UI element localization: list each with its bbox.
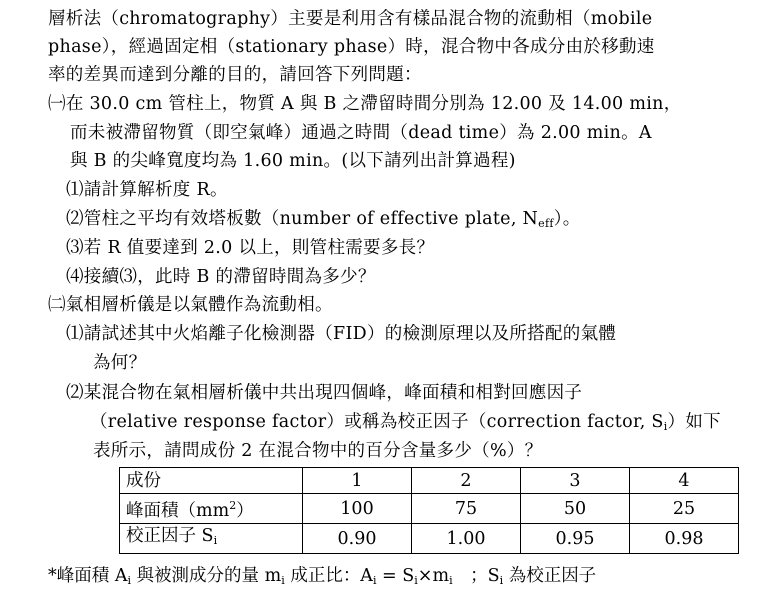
footnote-part: ；S [452,566,500,586]
table-cell: 0.98 [630,524,739,554]
footnote-part: *峰面積 A [48,566,128,586]
table-cell: 100 [303,494,412,524]
table-cell: 1 [303,468,412,494]
footnote-part: ×m [417,566,450,586]
q2-l2-text: （relative response factor）或稱為校正因子（correction factor, S [90,412,664,432]
part2-marker: ㈡ [48,295,66,315]
factor-label-text: 校正因子 S [126,526,214,546]
part1-question-1: ⑴請計算解析度 R。 [66,180,228,200]
table-cell: 75 [412,494,521,524]
part2-text-1: 氣相層析儀是以氣體作為流動相。 [65,295,333,315]
area-label-sup: 2 [229,499,237,512]
part2-question-2-line-1: ⑵某混合物在氣相層析儀中共出現四個峰，峰面積和相對回應因子 [66,383,583,403]
q2-l2-tail: ）如下 [667,412,721,432]
table-cell: 0.90 [303,524,412,554]
part2-question-1-line-2: 為何？ [93,353,147,373]
table-cell: 4 [630,468,739,494]
factor-label [120,524,303,554]
q2-text: ⑵管柱之平均有效塔板數（number of effective plate, N [66,209,539,229]
q2-l2-subscript: i [663,420,668,433]
footnote-sub: i [499,574,504,587]
table-cell: 2 [412,468,521,494]
part2-question-1-line-1: ⑴請試述其中火焰離子化檢測器（FID）的檢測原理以及所搭配的氣體 [66,324,617,344]
intro-line-1: 層析法（chromatography）主要是利用含有樣品混合物的流動相（mobile [48,9,653,29]
footnote-sub: i [127,574,131,587]
table-cell: 0.95 [521,524,630,554]
area-label-tail: ） [236,501,254,521]
footnote-sub: i [281,574,285,587]
factor-label-sub: i [213,534,218,547]
footnote-sub: i [414,574,418,587]
table-cell: 25 [630,494,739,524]
part1-question-4: ⑷接續⑶，此時 B 的滯留時間為多少？ [66,267,376,287]
footnote-part: 與被測成分的量 m [130,566,282,586]
intro-line-2: phase），經過固定相（stationary phase）時，混合物中各成分由於移動速 [48,37,655,57]
part1-line-1 [48,91,682,117]
part2-question-2-line-2 [90,409,721,440]
intro-line-3: 率的差異而達到分離的目的，請回答下列問題： [48,65,422,85]
part1-line-3: 與 B 的尖峰寬度均為 1.60 min。(以下請列出計算過程) [70,151,516,171]
footnote [48,564,596,593]
footnote-part: 成正比：A [284,566,373,586]
part1-line-2: 而未被滯留物質（即空氣峰）通過之時間（dead time）為 2.00 min。A [70,123,652,143]
footnote-sub: i [372,574,377,587]
part1-marker: ㈠ [48,94,66,114]
part1-question-3: ⑶若 R 值要達到 2.0 以上，則管柱需要多長？ [66,238,435,258]
table-cell: 50 [521,494,630,524]
area-label-text: 峰面積（mm [126,501,230,521]
table-cell: 3 [521,468,630,494]
footnote-part: 為校正因子 [503,566,597,586]
q2-subscript: eff [538,217,554,230]
part1-question-2 [66,206,581,237]
data-table [119,467,739,554]
footnote-part: = S [376,566,415,586]
area-label [120,494,303,524]
footnote-sub: i [449,574,453,587]
part1-text-1: 在 30.0 cm 管柱上，物質 A 與 B 之滯留時間分別為 12.00 及 14.00 min， [65,94,682,114]
table-row-components [120,468,739,494]
table-row-factors [120,524,739,554]
table-cell: 1.00 [412,524,521,554]
component-label: 成份 [120,468,303,494]
part2-line-1 [48,292,333,318]
table-row-areas [120,494,739,524]
q2-tail: ）。 [553,209,581,229]
part2-question-2-line-3: 表所示，請問成份 2 在混合物中的百分含量多少（%）？ [93,441,543,461]
